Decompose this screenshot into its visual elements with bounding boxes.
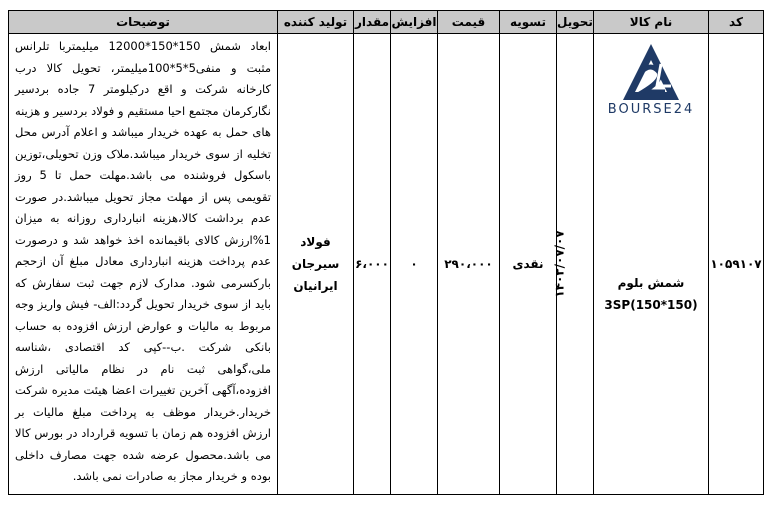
- cell-code: ۱۰۵۹۱۰۷: [709, 34, 764, 495]
- cell-delivery: [552, 34, 594, 495]
- logo-wordmark: BOURSE24: [607, 102, 695, 117]
- header-quantity: مقدار: [354, 11, 391, 34]
- commodity-listing-table: [8, 10, 764, 495]
- bourse24-logo-icon: [621, 42, 681, 104]
- cell-quantity: ۶،۰۰۰: [354, 34, 391, 495]
- listing-table-wrapper: [8, 10, 763, 495]
- bourse24-logo: [594, 42, 708, 117]
- header-settlement: تسویه: [500, 11, 557, 34]
- header-product: نام کالا: [594, 11, 709, 34]
- product-name: [594, 272, 708, 316]
- table-row: [9, 34, 764, 495]
- cell-producer: فولاد سیرجان ایرانیان: [278, 34, 354, 495]
- header-producer: تولید کننده: [278, 11, 354, 34]
- cell-description: ابعاد شمش 150*150*12000 میلیمتربا تلرانس مثبت و منفی5*5*100میلیمتر، تحویل کالا درب کارخانه شرکت و اقع درکیلومتر 7 جاده بردسیر نگارکرمان مجتمع احیا مستقیم و فولاد بردسیر و هزینه های حمل به عهده خریدار میباشد و اعلام آدرس محل تخلیه از سوی خریدار میباشد.ملاک وزن تحویلی،توزین باسکول فروشنده می باشد.مهلت حمل تا 5 روز تقویمی پس از مهلت مجاز تحویل میباشد.در صورت عدم برداشت کالا،هزینه انبارداری روزانه به میزان 1%ارزش کالای باقیمانده اخذ خواهد شد و درصورت عدم پرداخت هزینه انبارداری معادل مبلغ آن ازحجم بارکسرمی شود. مدارک لازم جهت ثبت سفارش که باید از سوی خریدار تحویل گردد:الف- فیش واریز وجه مربوط به مالیات و عوارض ارزش افزوده به حساب بانکی شرکت .ب--کپی کد اقتصادی ،شناسه ملی،گواهی ثبت نام در نظام مالیاتی ارزش افزوده،آگهی آخرین تغییرات اعضا هیئت مدیره شرکت خریدار.خریدار موظف به پرداخت مبلغ مالیات بر ارزش افزوده هم زمان با تسویه قرارداد در بورس کالا می باشد.محصول عرضه شده جهت مصارف داخلی بوده و خریدار مجاز به صادرات نمی باشد.: [9, 34, 278, 495]
- header-price: قیمت: [438, 11, 500, 34]
- delivery-date: ۱۴۰۳/۰۷/۰۷: [552, 230, 567, 298]
- header-code: کد: [709, 11, 764, 34]
- header-row: [9, 11, 764, 34]
- cell-price: ۲۹۰،۰۰۰: [438, 34, 500, 495]
- product-name-line1: شمش بلوم: [617, 276, 685, 290]
- cell-product: [594, 34, 709, 495]
- header-delivery: تحویل: [557, 11, 594, 34]
- header-increase: افزایش: [391, 11, 438, 34]
- cell-settlement: نقدی: [500, 34, 557, 495]
- cell-increase: ۰: [391, 34, 438, 495]
- header-description: توضیحات: [9, 11, 278, 34]
- product-name-line2: (150*150)3SP: [604, 298, 698, 312]
